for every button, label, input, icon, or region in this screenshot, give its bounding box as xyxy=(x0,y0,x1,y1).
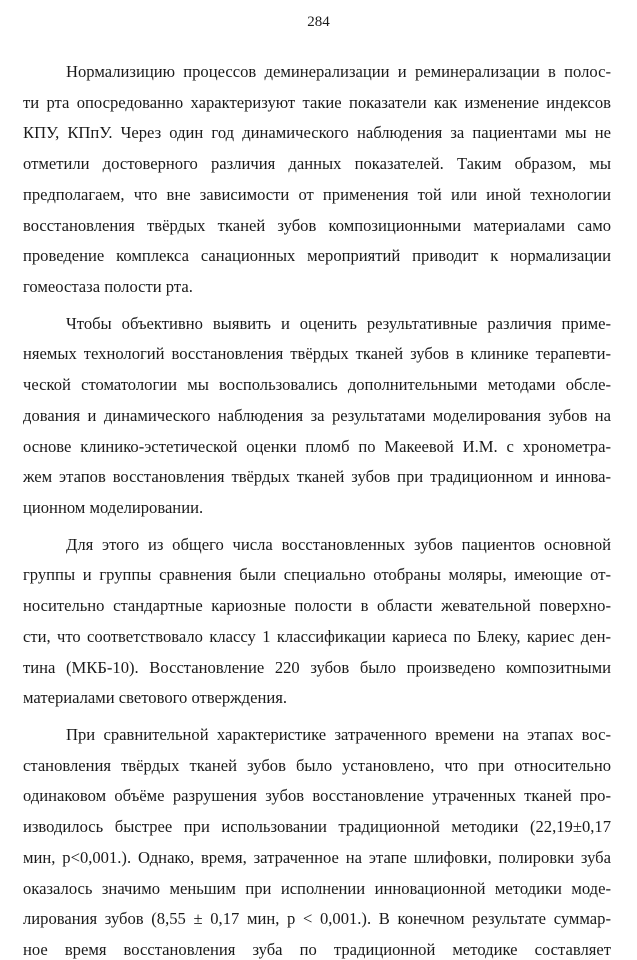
text-line: материалами светового отверждения. xyxy=(23,688,288,707)
text-line: предполагаем, что вне зависимости от применения той или иной технологии xyxy=(23,185,611,204)
text-line: лирования зубов (8,55 ± 0,17 мин, p < 0,001.). В конечном результате суммар- xyxy=(23,909,611,928)
text-line: ти рта опосредованно характеризуют такие показатели как изменение индексов xyxy=(23,93,611,112)
text-line: ционном моделировании. xyxy=(23,498,204,517)
text-line: ческой стоматологии мы воспользовались дополнительными методами обсле- xyxy=(23,375,611,394)
text-line: няемых технологий восстановления твёрдых тканей зубов в клинике терапевти- xyxy=(23,344,611,363)
text-line: жем этапов восстановления твёрдых тканей зубов при традиционном и иннова- xyxy=(23,467,611,486)
text-line: носительно стандартные кариозные полости в области жевательной поверхно- xyxy=(23,596,611,615)
text-line: основе клинико-эстетической оценки пломб по Макеевой И.М. с хронометра- xyxy=(23,437,611,456)
text-line: гомеостаза полости рта. xyxy=(23,277,193,296)
text-line: сти, что соответствовало классу 1 классификации кариеса по Блеку, кариес ден- xyxy=(23,627,611,646)
page-number: 284 xyxy=(307,14,330,30)
text-line: Для этого из общего числа восстановленных зубов пациентов основной xyxy=(66,535,611,554)
text-line: мин, p<0,001.). Однако, время, затраченное на этапе шлифовки, полировки зуба xyxy=(23,848,611,867)
text-line: тина (МКБ-10). Восстановление 220 зубов было произведено композитными xyxy=(23,658,611,677)
text-line: КПУ, КПпУ. Через один год динамического наблюдения за пациентами мы не xyxy=(23,123,611,142)
text-line: становления твёрдых тканей зубов было установлено, что при относительно xyxy=(23,756,611,775)
text-line: одинаковом объёме разрушения зубов восстановление утраченных тканей про- xyxy=(23,786,611,805)
text-line: оказалось значимо меньшим при исполнении инновационной методики моде- xyxy=(23,879,611,898)
text-line: проведение комплекса санационных мероприятий приводит к нормализации xyxy=(23,246,611,265)
text-line: восстановления твёрдых тканей зубов композиционными материалами само xyxy=(23,216,611,235)
text-line: ное время восстановления зуба по традиционной методике составляет xyxy=(23,940,611,959)
text-line: При сравнительной характеристике затраченного времени на этапах вос- xyxy=(66,725,611,744)
text-line: изводилось быстрее при использовании традиционной методики (22,19±0,17 xyxy=(23,817,611,836)
text-line: Нормализицию процессов деминерализации и реминерализации в полос- xyxy=(66,62,611,81)
text-line: отметили достоверного различия данных показателей. Таким образом, мы xyxy=(23,154,611,173)
text-line: Чтобы объективно выявить и оценить результативные различия приме- xyxy=(66,314,611,333)
text-line: группы и группы сравнения были специально отобраны моляры, имеющие от- xyxy=(23,565,611,584)
text-line: дования и динамического наблюдения за результатами моделирования зубов на xyxy=(23,406,611,425)
